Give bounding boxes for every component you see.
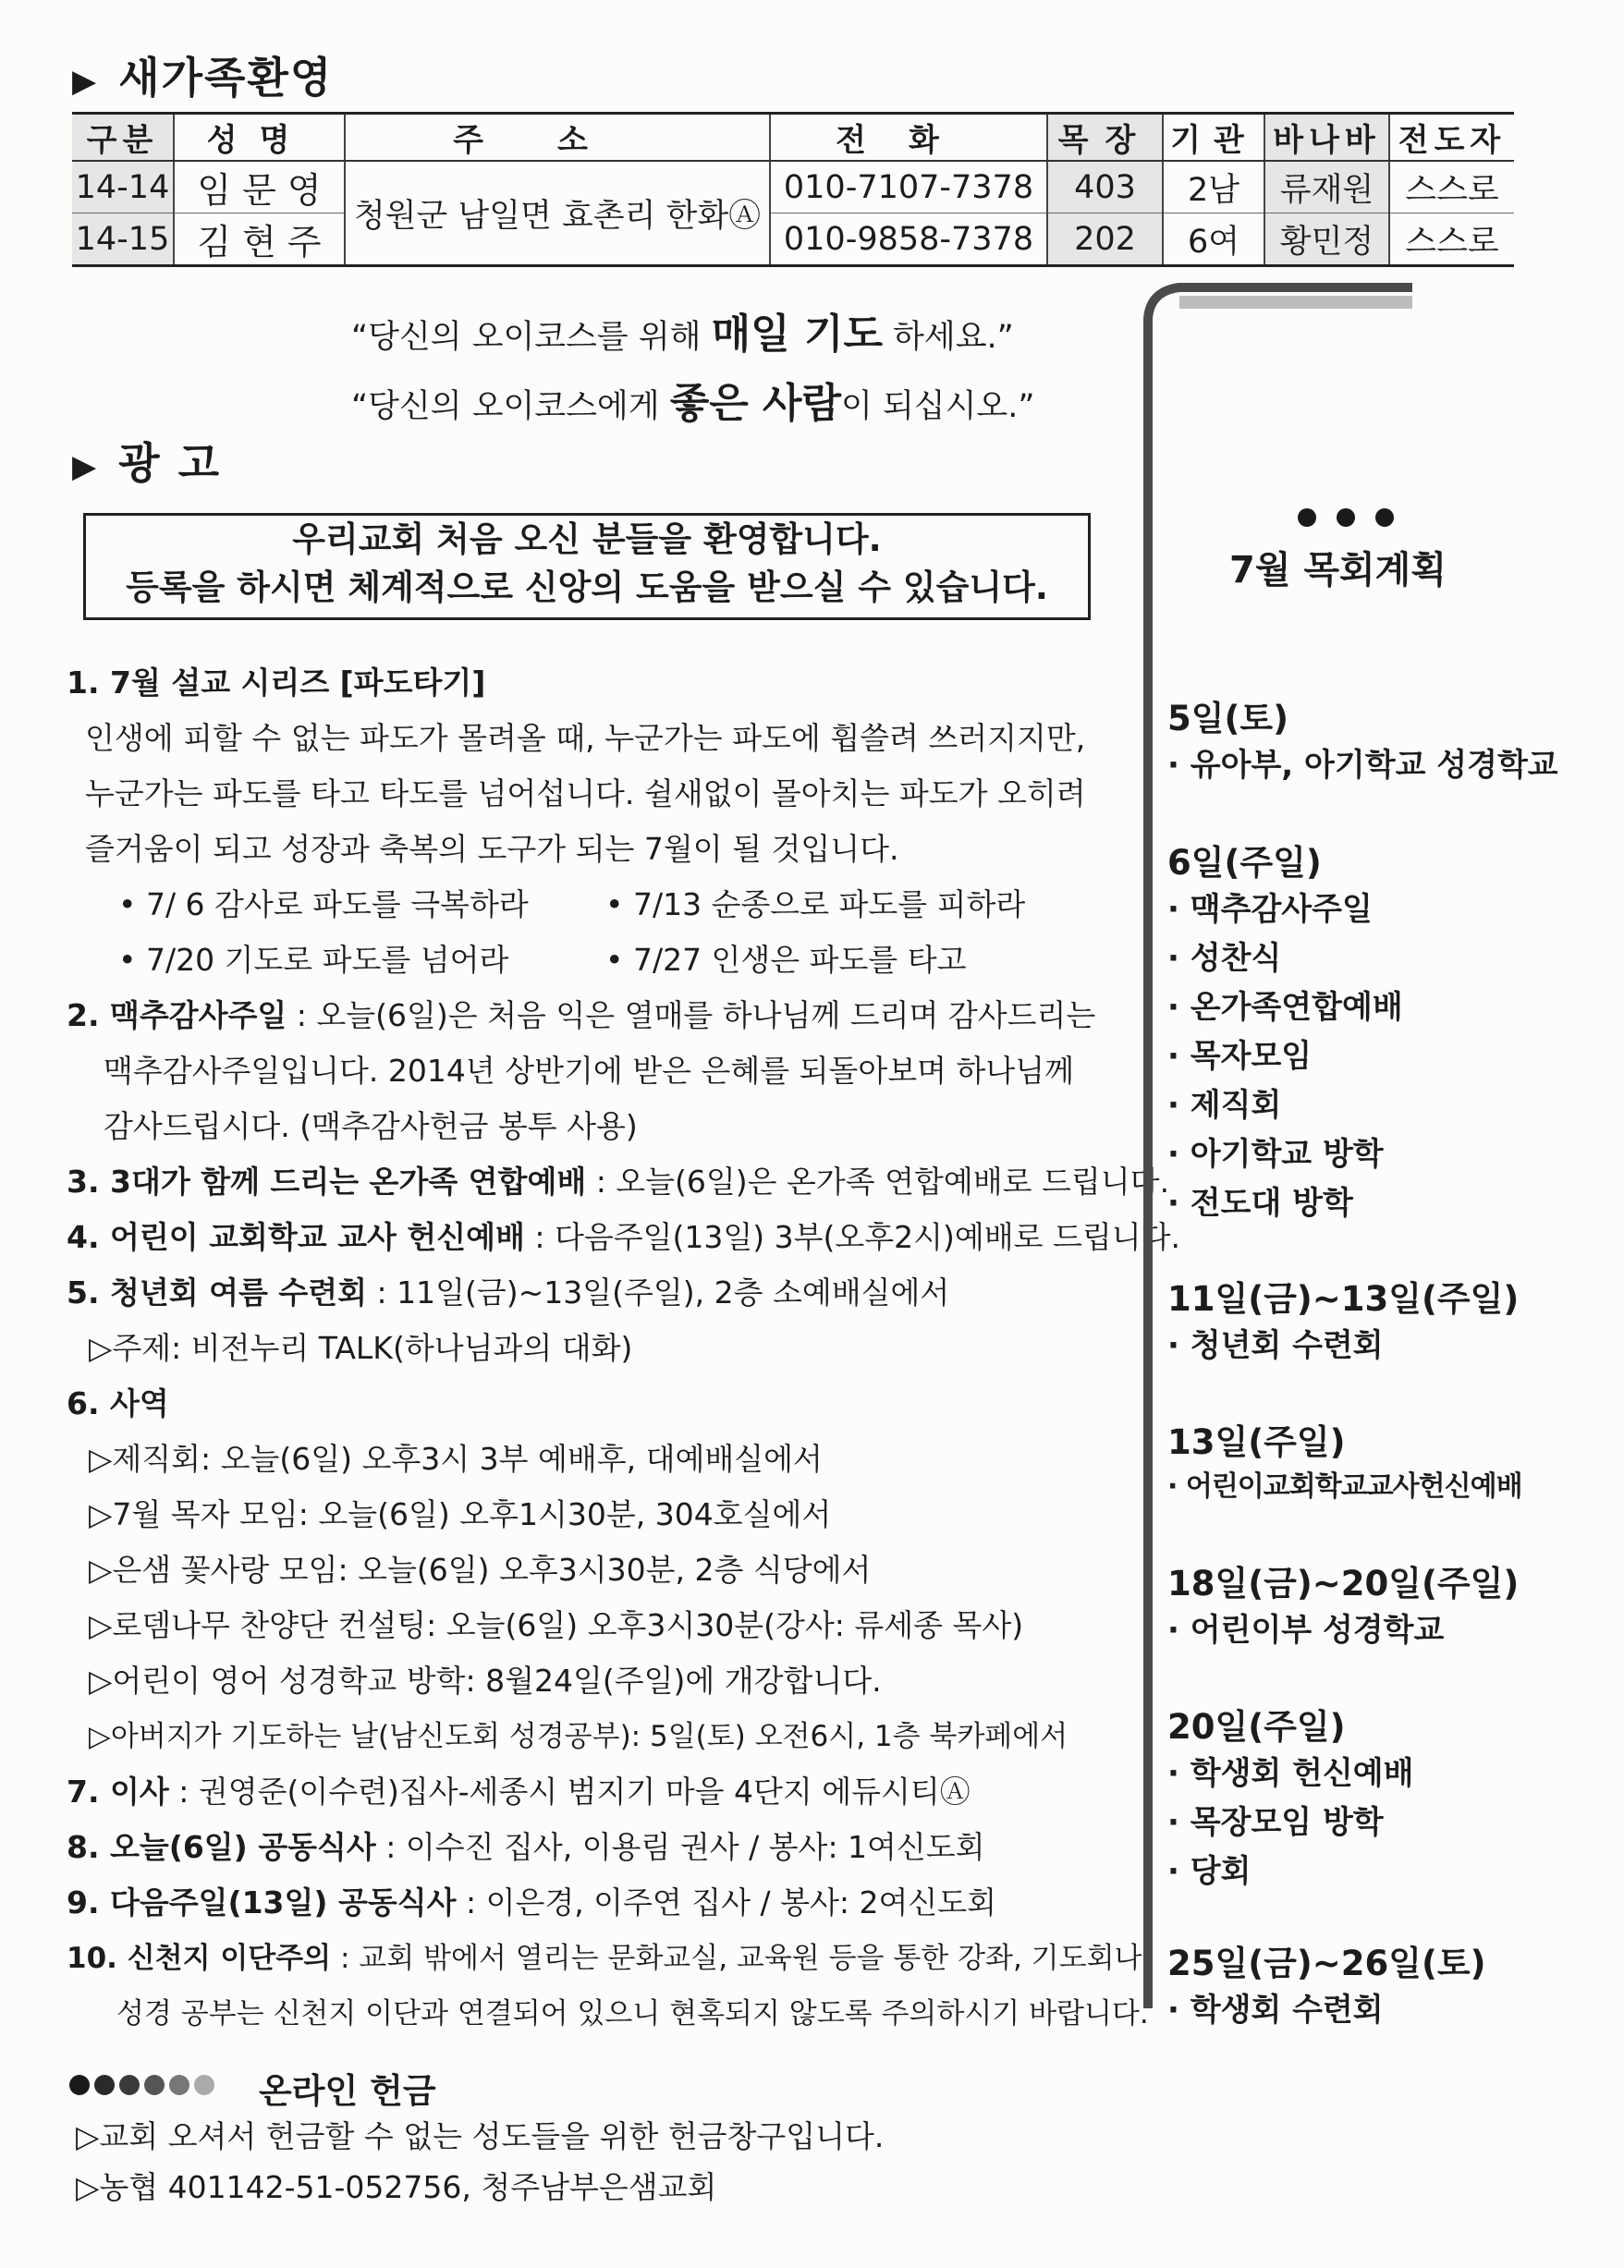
quote-prayer: “당신의 오이코스를 위해 매일 기도 하세요.”: [351, 311, 1014, 358]
table-row: [72, 161, 1514, 213]
schedule-item: · 전도대 방학: [1167, 1185, 1353, 1222]
schedule-date: 13일(주일): [1167, 1422, 1346, 1462]
schedule-item: · 학생회 헌신예배: [1167, 1755, 1414, 1792]
online-offering-line: ▷교회 오셔서 헌금할 수 없는 성도들을 위한 헌금창구입니다.: [76, 2118, 885, 2154]
welcome-line-1: 우리교회 처음 오신 분들을 환영합니다.: [292, 519, 882, 559]
schedule-item: · 목자모임: [1167, 1038, 1313, 1075]
schedule-item: · 성찬식: [1167, 940, 1282, 977]
cell-phone: 010-7107-7378: [770, 161, 1047, 213]
schedule-item: · 유아부, 아기학교 성경학교: [1167, 747, 1558, 784]
cell-barnabas: 류재원: [1264, 161, 1389, 213]
ad-item-2: 2. 맥추감사주일 : 오늘(6일)은 처음 익은 열매를 하나님께 드리며 감사드리는: [67, 997, 1096, 1033]
ad-item-4: 4. 어린이 교회학교 교사 헌신예배 : 다음주일(13일) 3부(오후2시)예배로 드립니다.: [67, 1219, 1180, 1255]
ad-item-10-text: 성경 공부는 신천지 이단과 연결되어 있으니 현혹되지 않도록 주의하시기 바랍니다.: [116, 1997, 1149, 2030]
cell-barnabas: 황민정: [1264, 213, 1389, 266]
ad-item-9: 9. 다음주일(13일) 공동식사 : 이은경, 이주연 집사 / 봉사: 2여신도회: [67, 1884, 997, 1920]
cell-no: 14-14: [72, 161, 174, 213]
triangle-bullet-icon: ▶: [72, 447, 99, 485]
sermon-series-item: • 7/13 순종으로 파도를 피하라: [605, 886, 1026, 922]
ministry-item: ▷로뎀나무 찬양단 컨설팅: 오늘(6일) 오후3시30분(강사: 류세종 목사): [89, 1607, 1024, 1643]
schedule-date: 20일(주일): [1167, 1707, 1346, 1747]
col-header: 성명: [174, 114, 345, 162]
schedule-item: · 학생회 수련회: [1167, 1992, 1384, 2029]
ministry-item: ▷은샘 꽃사랑 모임: 오늘(6일) 오후3시30분, 2층 식당에서: [89, 1552, 872, 1588]
ad-item-1-text: 누군가는 파도를 타고 타도를 넘어섭니다. 쉴새없이 몰아치는 파도가 오히려: [85, 775, 1086, 811]
cell-address: 청원군 남일면 효촌리 한화Ⓐ: [345, 161, 770, 266]
schedule-item: · 맥추감사주일: [1167, 891, 1373, 928]
table-header-row: [72, 114, 1514, 162]
ad-item-5-sub: ▷주제: 비전누리 TALK(하나님과의 대화): [89, 1330, 633, 1366]
schedule-date: 11일(금)~13일(주일): [1167, 1279, 1520, 1319]
welcome-line-2: 등록을 하시면 체계적으로 신앙의 도움을 받으실 수 있습니다.: [126, 567, 1048, 607]
online-offering-dots-icon: [69, 2075, 219, 2095]
cell-mokjang: 403: [1047, 161, 1163, 213]
ad-item-1-text: 즐거움이 되고 성장과 축복의 도구가 되는 7월이 될 것입니다.: [85, 831, 899, 867]
col-header: 바나바: [1264, 114, 1389, 162]
ad-item-2-text: 감사드립시다. (맥추감사헌금 봉투 사용): [104, 1108, 638, 1144]
col-header: 전화: [770, 114, 1047, 162]
schedule-item: · 아기학교 방학: [1167, 1136, 1384, 1173]
ministry-item: ▷제직회: 오늘(6일) 오후3시 3부 예배후, 대예배실에서: [89, 1441, 823, 1477]
ad-item-1-text: 인생에 피할 수 없는 파도가 몰려올 때, 누군가는 파도에 휩쓸려 쓰러지지만,: [85, 720, 1086, 756]
ministry-item: ▷어린이 영어 성경학교 방학: 8월24일(주일)에 개강합니다.: [89, 1663, 882, 1699]
schedule-item: · 당회: [1167, 1853, 1252, 1890]
schedule-item: · 어린이부 성경학교: [1167, 1612, 1445, 1649]
online-offering-line: ▷농협 401142-51-052756, 청주남부은샘교회: [76, 2169, 717, 2205]
sermon-series-item: • 7/27 인생은 파도를 타고: [605, 942, 967, 978]
ad-item-1-title: 1. 7월 설교 시리즈 [파도타기]: [67, 665, 486, 701]
col-header: 목장: [1047, 114, 1163, 162]
col-header: 전도자: [1389, 114, 1514, 162]
sidebar-dots-icon: [1298, 508, 1394, 530]
ministry-item: ▷7월 목자 모임: 오늘(6일) 오후1시30분, 304호실에서: [89, 1496, 832, 1532]
schedule-date: 6일(주일): [1167, 843, 1322, 883]
col-header: 구분: [72, 114, 174, 162]
schedule-item: · 목장모임 방학: [1167, 1804, 1384, 1841]
ad-item-5: 5. 청년회 여름 수련회 : 11일(금)~13일(주일), 2층 소예배실에서: [67, 1274, 950, 1311]
ad-item-2-text: 맥추감사주일입니다. 2014년 상반기에 받은 은혜를 되돌아보며 하나님께: [104, 1053, 1074, 1089]
schedule-date: 18일(금)~20일(주일): [1167, 1564, 1520, 1603]
cell-evangelist: 스스로: [1389, 161, 1514, 213]
ad-item-3: 3. 3대가 함께 드리는 온가족 연합예배 : 오늘(6일)은 온가족 연합예배로 드립니다.: [67, 1164, 1170, 1200]
cell-mokjang: 202: [1047, 213, 1163, 266]
ad-item-10: 10. 신천지 이단주의 : 교회 밖에서 열리는 문화교실, 교육원 등을 통한 강좌, 기도회나: [67, 1942, 1142, 1975]
schedule-item: · 제직회: [1167, 1087, 1282, 1124]
triangle-bullet-icon: ▶: [72, 62, 99, 100]
cell-evangelist: 스스로: [1389, 213, 1514, 266]
schedule-date: 5일(토): [1167, 699, 1289, 738]
cell-gigwan: 2남: [1163, 161, 1264, 213]
schedule-item: · 어린이교회학교교사헌신예배: [1167, 1470, 1522, 1503]
ad-item-8: 8. 오늘(6일) 공동식사 : 이수진 집사, 이용림 권사 / 봉사: 1여신도회: [67, 1829, 985, 1865]
schedule-item: · 청년회 수련회: [1167, 1327, 1384, 1364]
ad-item-6-title: 6. 사역: [67, 1385, 169, 1421]
cell-gigwan: 6여: [1163, 213, 1264, 266]
online-offering-title: 온라인 헌금: [259, 2071, 436, 2111]
welcome-box: [83, 513, 1091, 620]
cell-no: 14-15: [72, 213, 174, 266]
schedule-item: · 온가족연합예배: [1167, 989, 1403, 1026]
cell-name: 김 현 주: [174, 213, 345, 266]
col-header: 주소: [345, 114, 770, 162]
ad-item-7: 7. 이사 : 권영준(이수련)집사-세종시 범지기 마을 4단지 에듀시티Ⓐ: [67, 1774, 971, 1810]
cell-name: 임 문 영: [174, 161, 345, 213]
sermon-series-item: • 7/20 기도로 파도를 넘어라: [118, 942, 509, 978]
sermon-series-item: • 7/ 6 감사로 파도를 극복하라: [118, 886, 529, 922]
schedule-date: 25일(금)~26일(토): [1167, 1944, 1486, 1983]
new-family-table: [72, 112, 1514, 267]
sidebar-title: 7월 목회계획: [1229, 549, 1447, 591]
quote-good-person: “당신의 오이코스에게 좋은 사람이 되십시오.”: [351, 380, 1035, 427]
ministry-item: ▷아버지가 기도하는 날(남신도회 성경공부): 5일(토) 오전6시, 1층 북카페에서: [89, 1720, 1068, 1753]
table-row: [72, 213, 1514, 266]
cell-phone: 010-9858-7378: [770, 213, 1047, 266]
col-header: 기관: [1163, 114, 1264, 162]
announcements-section-title: ▶ 광 고: [72, 438, 222, 488]
new-family-section-title: ▶ 새가족환영: [72, 53, 334, 103]
